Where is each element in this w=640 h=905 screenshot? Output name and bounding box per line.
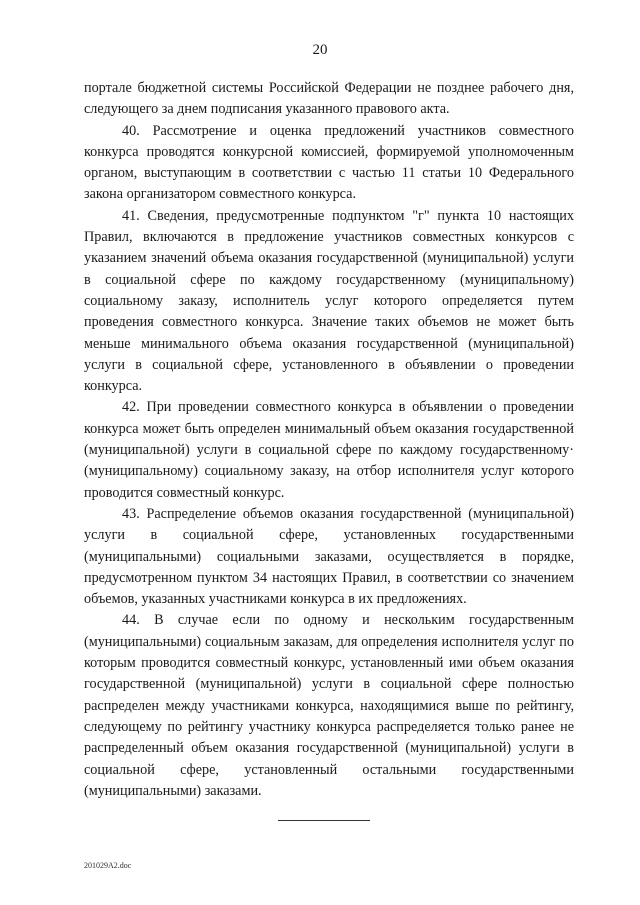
document-body	[84, 78, 574, 802]
page-number: 20	[312, 42, 328, 58]
paragraph-item-42: 42. При проведении совместного конкурса в объявлении о проведении конкурса может быть определен минимальный объем оказания государственной (муниципальной) услуги в социальной сфере по каждому государственному· (муниципальному) социальному заказу, на отбор исполнителя услуг которого проводится совместный конкурс.	[84, 399, 574, 501]
paragraph-item-40: 40. Рассмотрение и оценка предложений участников совместного конкурса проводятся конкурсной комиссией, формируемой уполномоченным органом, выступающим в соответствии с частью 11 статьи 10 Федерального закона организатором совместного конкурса.	[84, 122, 574, 203]
footer-filename: 201029A2.doc	[84, 861, 132, 870]
end-divider-line	[278, 820, 370, 821]
paragraph-continuation: портале бюджетной системы Российской Федерации не позднее рабочего дня, следующего за днем подписания указанного правового акта.	[84, 80, 574, 118]
paragraph-item-43: 43. Распределение объемов оказания государственной (муниципальной) услуги в социальной сфере, установленных государственными (муниципальными) социальными заказами, осуществляется в порядке, предусмотренном пунктом 34 настоящих Правил, в соответствии со значением объемов, указанных участниками конкурса в их предложениях.	[84, 505, 574, 608]
paragraph-item-44: 44. В случае если по одному и нескольким государственным (муниципальными) социальным заказам, для определения исполнителя услуг по которым проводится совместный конкурс, установленный ими объем оказания государственной (муниципальной) услуги в социальной сфере полностью распределен между участниками конкурса, находящимися выше по рейтингу, следующему по рейтингу участнику конкурса распределяется только ранее не распределенный объем оказания государственной (муниципальной) услуги в социальной сфере, установленный остальными государственными (муниципальными) заказами.	[84, 612, 574, 799]
paragraph-item-41: 41. Сведения, предусмотренные подпунктом "г" пункта 10 настоящих Правил, включаются в предложение участников совместных конкурсов с указанием значений объема оказания государственной (муниципальной) услуги в социальной сфере по каждому государственному (муниципальному) социальному заказу, исполнитель услуг которого определяется путем проведения совместного конкурса. Значение таких объемов не может быть меньше минимального объема оказания государственной (муниципальной) услуги в социальной сфере, установленного в объявлении о проведении конкурса.	[84, 207, 574, 395]
